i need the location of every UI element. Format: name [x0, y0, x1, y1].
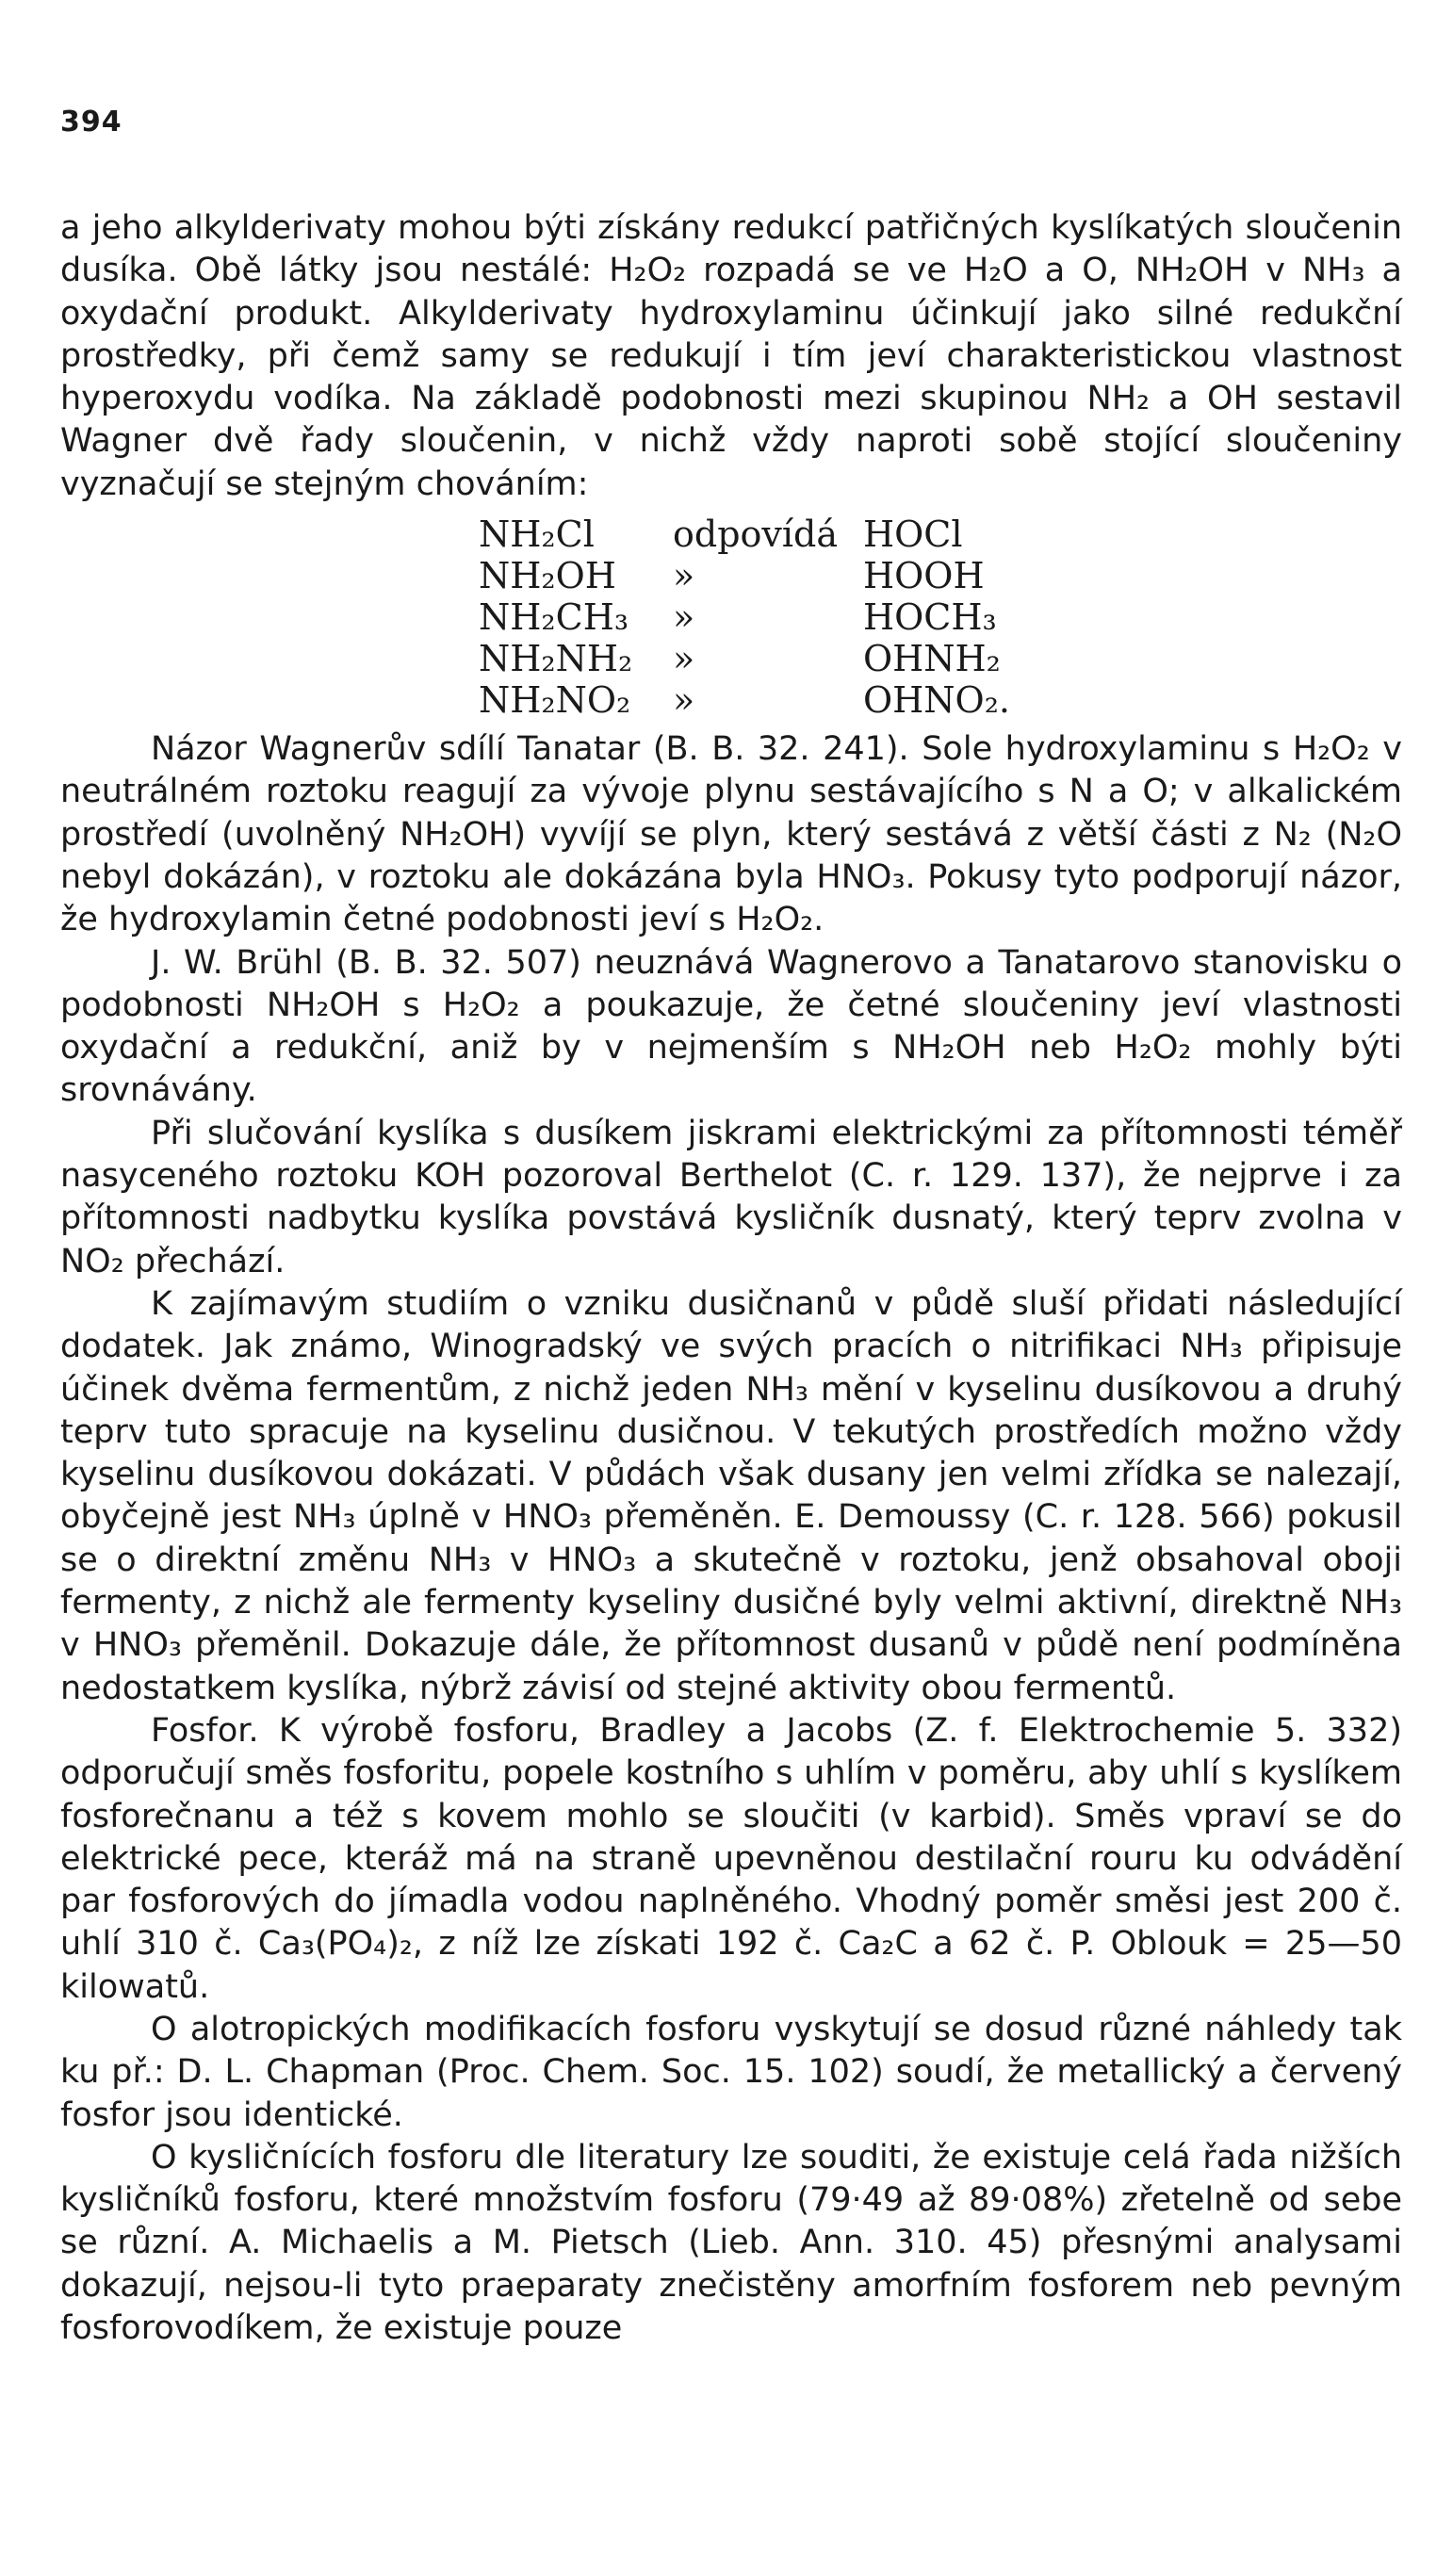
paragraph-5: K zajímavým studiím o vzniku dusičnanů v půdě sluší přidati následující dodatek. Jak známo, Winogradský ve svých pracích o nitrifikaci NH₃ připisuje účinek dvěma fermentům, z nichž jeden NH₃ mění v kyselinu dusíkovou a druhý teprv tuto spracuje na kyselinu dusičnou. V tekutých prostředích možno vždy kyselinu dusíkovou dokázati. V půdách však dusany jen velmi zřídka se nalezají, obyčejně jest NH₃ úplně v HNO₃ přeměněn. E. Demoussy (C. r. 128. 566) pokusil se o direktní změnu NH₃ v HNO₃ a skutečně v roztoku, jenž obsahoval oboji fermenty, z nichž ale fermenty kyseliny dusičné byly velmi aktivní, direktně NH₃ v HNO₃ přeměnil. Dokazuje dále, že přítomnost dusanů v půdě není podmíněna nedostatkem kyslíka, nýbrž závisí od stejné aktivity obou fermentů. — [60, 1284, 1402, 1707]
formula-table — [479, 514, 1021, 721]
formula-relation: » — [673, 596, 695, 639]
page-number: 394 — [60, 106, 122, 139]
formula-right: OHNO₂. — [863, 679, 1011, 722]
formula-relation: » — [673, 555, 695, 597]
paragraph-7: O alotropických modifikacích fosforu vyskytují se dosud různé náhledy tak ku př.: D. L. Chapman (Proc. Chem. Soc. 15. 102) soudí, že metallický a červený fosfor jsou identické. — [60, 2010, 1402, 2134]
formula-row — [479, 514, 1021, 555]
formula-left: NH₂NO₂ — [479, 679, 631, 722]
formula-relation: » — [673, 679, 695, 722]
paragraph-8: O kysličnících fosforu dle literatury lze souditi, že existuje celá řada nižších kysličníků fosforu, které množstvím fosforu (79·49 až 89·08%) zřetelně od sebe se různí. A. Michaelis a M. Pietsch (Lieb. Ann. 310. 45) přesnými analysami dokazují, nejsou-li tyto praeparaty znečistěny amorfním fosforem neb pevným fosforovodíkem, že existuje pouze — [60, 2138, 1402, 2348]
formula-right: HOOH — [863, 555, 985, 597]
formula-left: NH₂Cl — [479, 514, 595, 556]
formula-right: HOCH₃ — [863, 596, 997, 639]
formula-left: NH₂OH — [479, 555, 616, 597]
paragraph-2: Názor Wagnerův sdílí Tanatar (B. B. 32. 241). Sole hydroxylaminu s H₂O₂ v neutrálném roztoku reagují za vývoje plynu sestávajícího s N a O; v alkalickém prostředí (uvolněný NH₂OH) vyvíjí se plyn, který sestává z větší části z N₂ (N₂O nebyl dokázán), v roztoku ale dokázána byla HNO₃. Pokusy tyto podporují názor, že hydroxylamin četné podobnosti jeví s H₂O₂. — [60, 730, 1402, 939]
formula-left: NH₂CH₃ — [479, 596, 629, 639]
formula-row — [479, 679, 1021, 721]
paragraph-6: Fosfor. K výrobě fosforu, Bradley a Jacobs (Z. f. Elektrochemie 5. 332) odporučují směs fosforitu, popele kostního s uhlím v poměru, aby uhlí s kyslíkem fosforečnanu a též s kovem mohlo se sloučiti (v karbid). Směs vpraví se do elektrické pece, kteráž má na straně upevněnou destilační rouru ku odvádění par fosforových do jímadla vodou naplněného. Vhodný poměr směsi jest 200 č. uhlí 310 č. Ca₃(PO₄)₂, z níž lze získati 192 č. Ca₂C a 62 č. P. Oblouk = 25—50 kilowatů. — [60, 1711, 1402, 2006]
formula-row — [479, 596, 1021, 638]
formula-right: OHNH₂ — [863, 638, 1001, 680]
page-body — [60, 207, 1402, 2350]
paragraph-3: J. W. Brühl (B. B. 32. 507) neuznává Wagnerovo a Tanatarovo stanovisku o podobnosti NH₂OH s H₂O₂ a poukazuje, že četné sloučeniny jeví vlastnosti oxydační a redukční, aniž by v nejmenším s NH₂OH neb H₂O₂ mohly býti srovnávány. — [60, 943, 1402, 1110]
formula-row — [479, 638, 1021, 679]
paragraph-4: Při slučování kyslíka s dusíkem jiskrami elektrickými za přítomnosti téměř nasyceného roztoku KOH pozoroval Berthelot (C. r. 129. 137), že nejprve i za přítomnosti nadbytku kyslíka povstává kysličník dusnatý, který teprv zvolna v NO₂ přechází. — [60, 1114, 1402, 1280]
formula-relation: odpovídá — [673, 514, 839, 556]
formula-left: NH₂NH₂ — [479, 638, 633, 680]
formula-relation: » — [673, 638, 695, 680]
formula-right: HOCl — [863, 514, 963, 556]
paragraph-1: a jeho alkylderivaty mohou býti získány redukcí patřičných kyslíkatých sloučenin dusíka. Obě látky jsou nestálé: H₂O₂ rozpadá se ve H₂O a O, NH₂OH v NH₃ a oxydační produkt. Alkylderivaty hydroxylaminu účinkují jako silné redukční prostředky, při čemž samy se redukují i tím jeví charakteristickou vlastnost hyperoxydu vodíka. Na základě podobnosti mezi skupinou NH₂ a OH sestavil Wagner dvě řady sloučenin, v nichž vždy naproti sobě stojící sloučeniny vyznačují se stejným chováním: — [60, 209, 1402, 503]
formula-row — [479, 555, 1021, 596]
